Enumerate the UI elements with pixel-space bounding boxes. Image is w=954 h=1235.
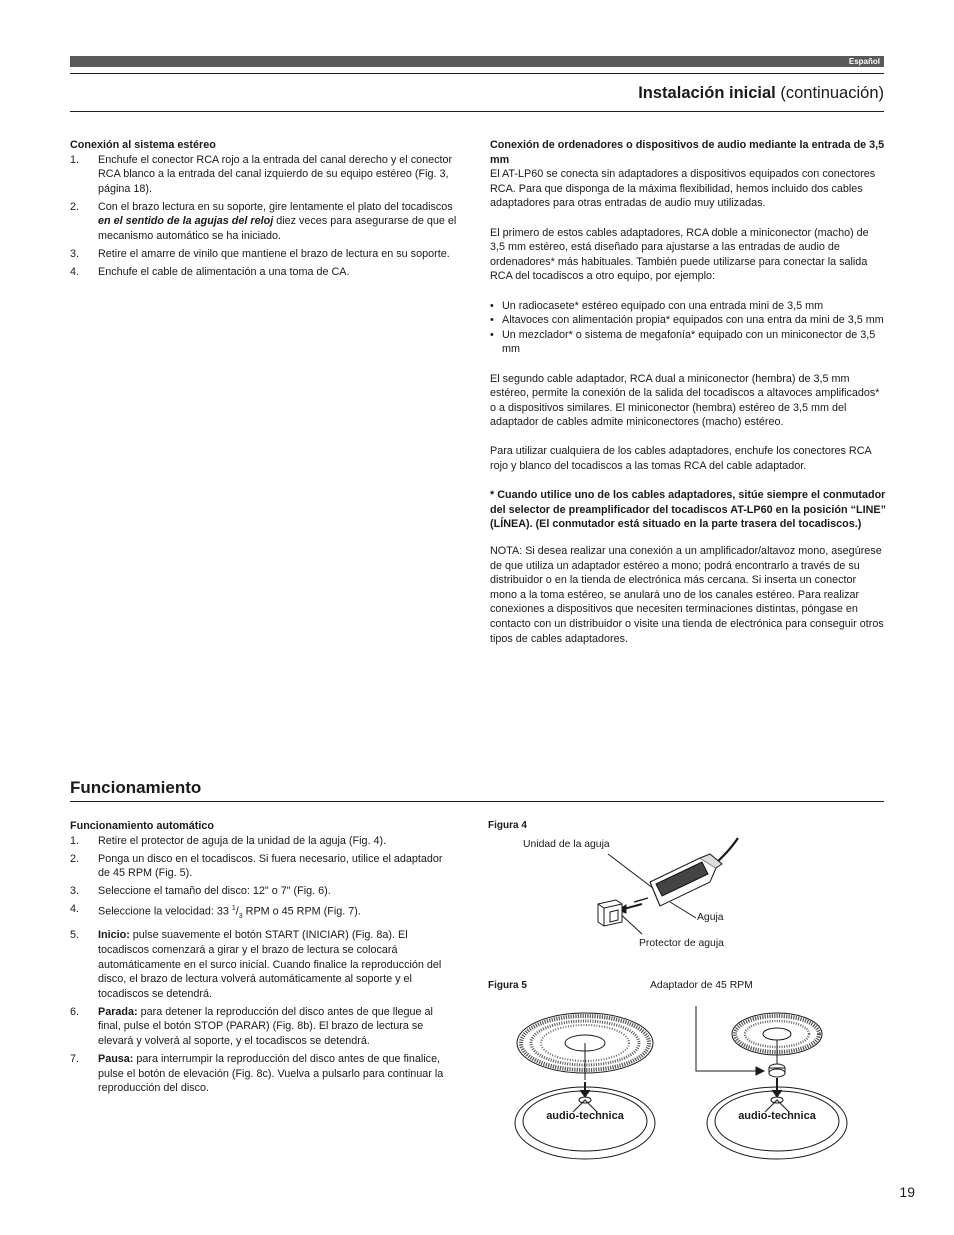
list-item xyxy=(70,247,466,262)
step-number: 1. xyxy=(70,153,80,166)
list-item xyxy=(490,328,886,357)
leader-line xyxy=(670,902,696,918)
figure-5-label: Figura 5 xyxy=(488,980,527,991)
paragraph: El primero de estos cables adaptadores, RCA doble a miniconector (macho) de 3,5 mm estéreo, está diseñado para ajustarse a las entradas de audio de ordenadores* más habituales. También puede utilizarse para conectar la salida RCA del tocadiscos a otro equipo, por ejemplo: xyxy=(490,226,869,283)
step-number: 4. xyxy=(70,903,80,916)
page-number: 19 xyxy=(899,1184,915,1200)
callout-needle: Aguja xyxy=(697,912,724,923)
brand-logo-right: audio-technica xyxy=(738,1110,816,1122)
fraction-numerator: 1 xyxy=(231,905,236,913)
device-list xyxy=(490,299,886,357)
section-heading: Conexión de ordenadores o dispositivos de audio mediante la entrada de 3,5 mm xyxy=(490,139,885,166)
setup-steps-list xyxy=(70,153,466,280)
step-number: 1. xyxy=(70,834,80,847)
language-bar xyxy=(70,56,884,67)
bullet-text: Altavoces con alimentación propia* equipados con una entra da mini de 3,5 mm xyxy=(502,314,884,327)
computer-connection-section xyxy=(490,138,886,646)
bullet-text: Un mezclador* o sistema de megafonía* equipado con un miniconector de 3,5 mm xyxy=(502,328,876,356)
step-text: Enchufe el conector RCA rojo a la entrada del canal derecho y el conector RCA blanco a la entrada del canal izquierdo de su equipo estéreo (Fig. 3, página 18). xyxy=(98,153,453,195)
list-item xyxy=(70,884,454,899)
step-text-end: diez veces para asegurarse de que el mecanismo automático se ha iniciado. xyxy=(98,215,457,243)
step-number: 2. xyxy=(70,200,80,213)
page-title-main: Instalación inicial xyxy=(638,84,776,102)
step-text: Retire el amarre de vinilo que mantiene el brazo de lectura en su soporte. xyxy=(98,248,450,261)
section-heading: Conexión al sistema estéreo xyxy=(70,139,216,151)
step-text: Seleccione el tamaño del disco: 12" o 7" (Fig. 6). xyxy=(98,885,331,898)
step-text: para detener la reproducción del disco antes de que llegue al final, pulse el botón STOP (PARAR) (Fig. 8b). El brazo de lectura se elevará y volverá al soporte, y el tocadiscos se detendrá. xyxy=(98,1005,433,1047)
section-rule xyxy=(70,801,884,802)
step-number: 3. xyxy=(70,248,80,261)
list-item xyxy=(70,265,466,280)
step-text: Seleccione la velocidad: 33 xyxy=(98,906,232,919)
note-paragraph: NOTA: Si desea realizar una conexión a un amplificador/altavoz mono, asegúrese de que utiliza un adaptador estéreo a mono; podrá encontrarlo a través de su distribuidor o en la tienda de electrónica más cercana. Si inserta un conector mono a la toma estéreo, se anulará uno de los canales estéreo. Para realizar conexiones a dispositivos que necesiten terminaciones distintas, póngase en contacto con un distribuidor o visite una tienda de electrónica para conseguir otros tipos de cables adaptadores. xyxy=(490,545,884,645)
step-text: Retire el protector de aguja de la unidad de la aguja (Fig. 4). xyxy=(98,834,387,847)
section-title: Funcionamiento xyxy=(70,778,202,797)
callout-adapter: Adaptador de 45 RPM xyxy=(650,980,753,991)
step-text: para interrumpir la reproducción del disco antes de que finalice, pulse el botón de elevación (Fig. 8c). Vuelva a pulsarlo para continuar la reproducción del disco. xyxy=(98,1053,444,1095)
paragraph: El segundo cable adaptador, RCA dual a miniconector (hembra) de 3,5 mm estéreo, permite la conexión de la salida del tocadiscos a altavoces amplificados* o a dispositivos similares. El miniconector (hembra) estéreo de 3,5 mm del adaptador de cables admite miniconectores (macho) estéreo. xyxy=(490,372,880,429)
step-text: Con el brazo lectura en su soporte, gire lentamente el plato del tocadiscos xyxy=(98,200,453,213)
header-rule-top xyxy=(70,73,884,74)
step-text: pulse suavemente el botón START (INICIAR) (Fig. 8a). El tocadiscos comenzará a girar y el brazo de lectura se colocará automáticamente en el surco inicial. Cuando finalice la reproducción del disco, el brazo de lectura volverá automáticamente al soporte y el tocadiscos se detendrá. xyxy=(98,929,442,1000)
list-item xyxy=(70,153,466,197)
list-item xyxy=(490,313,886,328)
step-text: Enchufe el cable de alimentación a una toma de CA. xyxy=(98,266,350,279)
list-item xyxy=(70,852,454,881)
stereo-connection-section xyxy=(70,138,466,283)
step-lead: Pausa: xyxy=(98,1053,134,1066)
list-item xyxy=(70,200,466,244)
step-number: 6. xyxy=(70,1005,80,1018)
stylus-diagram xyxy=(590,830,750,940)
list-item xyxy=(70,834,454,849)
step-number: 7. xyxy=(70,1053,80,1066)
step-text-end: RPM o 45 RPM (Fig. 7). xyxy=(242,906,361,919)
language-label: Español xyxy=(848,57,880,66)
turntable-12-inch-diagram xyxy=(510,1008,660,1158)
step-number: 2. xyxy=(70,852,80,865)
list-item xyxy=(70,1052,454,1096)
page-title-sub: (continuación) xyxy=(780,84,884,102)
step-lead: Inicio: xyxy=(98,929,130,942)
callout-stylus-unit: Unidad de la aguja xyxy=(523,839,610,850)
step-emphasis: en el sentido de la agujas del reloj xyxy=(98,215,274,228)
paragraph: El AT-LP60 se conecta sin adaptadores a dispositivos equipados con conectores RCA. Para que disponga de la máxima flexibilidad, hemos incluido dos cables adaptadores para otras entradas de audio muy utilizadas. xyxy=(490,168,876,210)
turntable-7-inch-diagram xyxy=(690,1006,855,1158)
step-lead: Parada: xyxy=(98,1005,138,1018)
list-item xyxy=(70,928,454,1001)
list-item xyxy=(490,299,886,314)
bullet-icon: • xyxy=(490,299,494,312)
step-text: Ponga un disco en el tocadiscos. Si fuera necesario, utilice el adaptador de 45 RPM (Fig. 5). xyxy=(98,852,443,880)
bullet-text: Un radiocasete* estéreo equipado con una entrada mini de 3,5 mm xyxy=(502,299,824,312)
page-title xyxy=(638,82,884,104)
brand-logo-left: audio-technica xyxy=(546,1110,624,1122)
warning-note: * Cuando utilice uno de los cables adaptadores, sitúe siempre el conmutador del selector de preamplificador del tocadiscos AT-LP60 en la posición “LINE” (LÍNEA). (El conmutador está situado en la parte trasera del tocadiscos.) xyxy=(490,489,886,531)
callout-protector: Protector de aguja xyxy=(639,938,724,949)
bullet-icon: • xyxy=(490,328,494,341)
list-item xyxy=(70,1005,454,1049)
bullet-icon: • xyxy=(490,314,494,327)
leader-line xyxy=(608,854,658,892)
list-item: 4. Seleccione la velocidad: 33 $^1/_3$ RPM o 45 RPM (Fig. 7). xyxy=(70,903,361,921)
operation-steps-list xyxy=(70,834,454,1096)
step-number: 5. xyxy=(70,929,80,942)
step-number: 3. xyxy=(70,885,80,898)
fraction-denominator: 3 xyxy=(238,913,243,921)
header-rule-bottom xyxy=(70,111,884,112)
paragraph: Para utilizar cualquiera de los cables adaptadores, enchufe los conectores RCA rojo y blanco del tocadiscos a las tomas RCA del cable adaptador. xyxy=(490,445,872,473)
section-heading: Funcionamiento automático xyxy=(70,820,214,832)
auto-operation-section xyxy=(70,819,454,1099)
figure-4-label: Figura 4 xyxy=(488,820,527,831)
step-number: 4. xyxy=(70,266,80,279)
